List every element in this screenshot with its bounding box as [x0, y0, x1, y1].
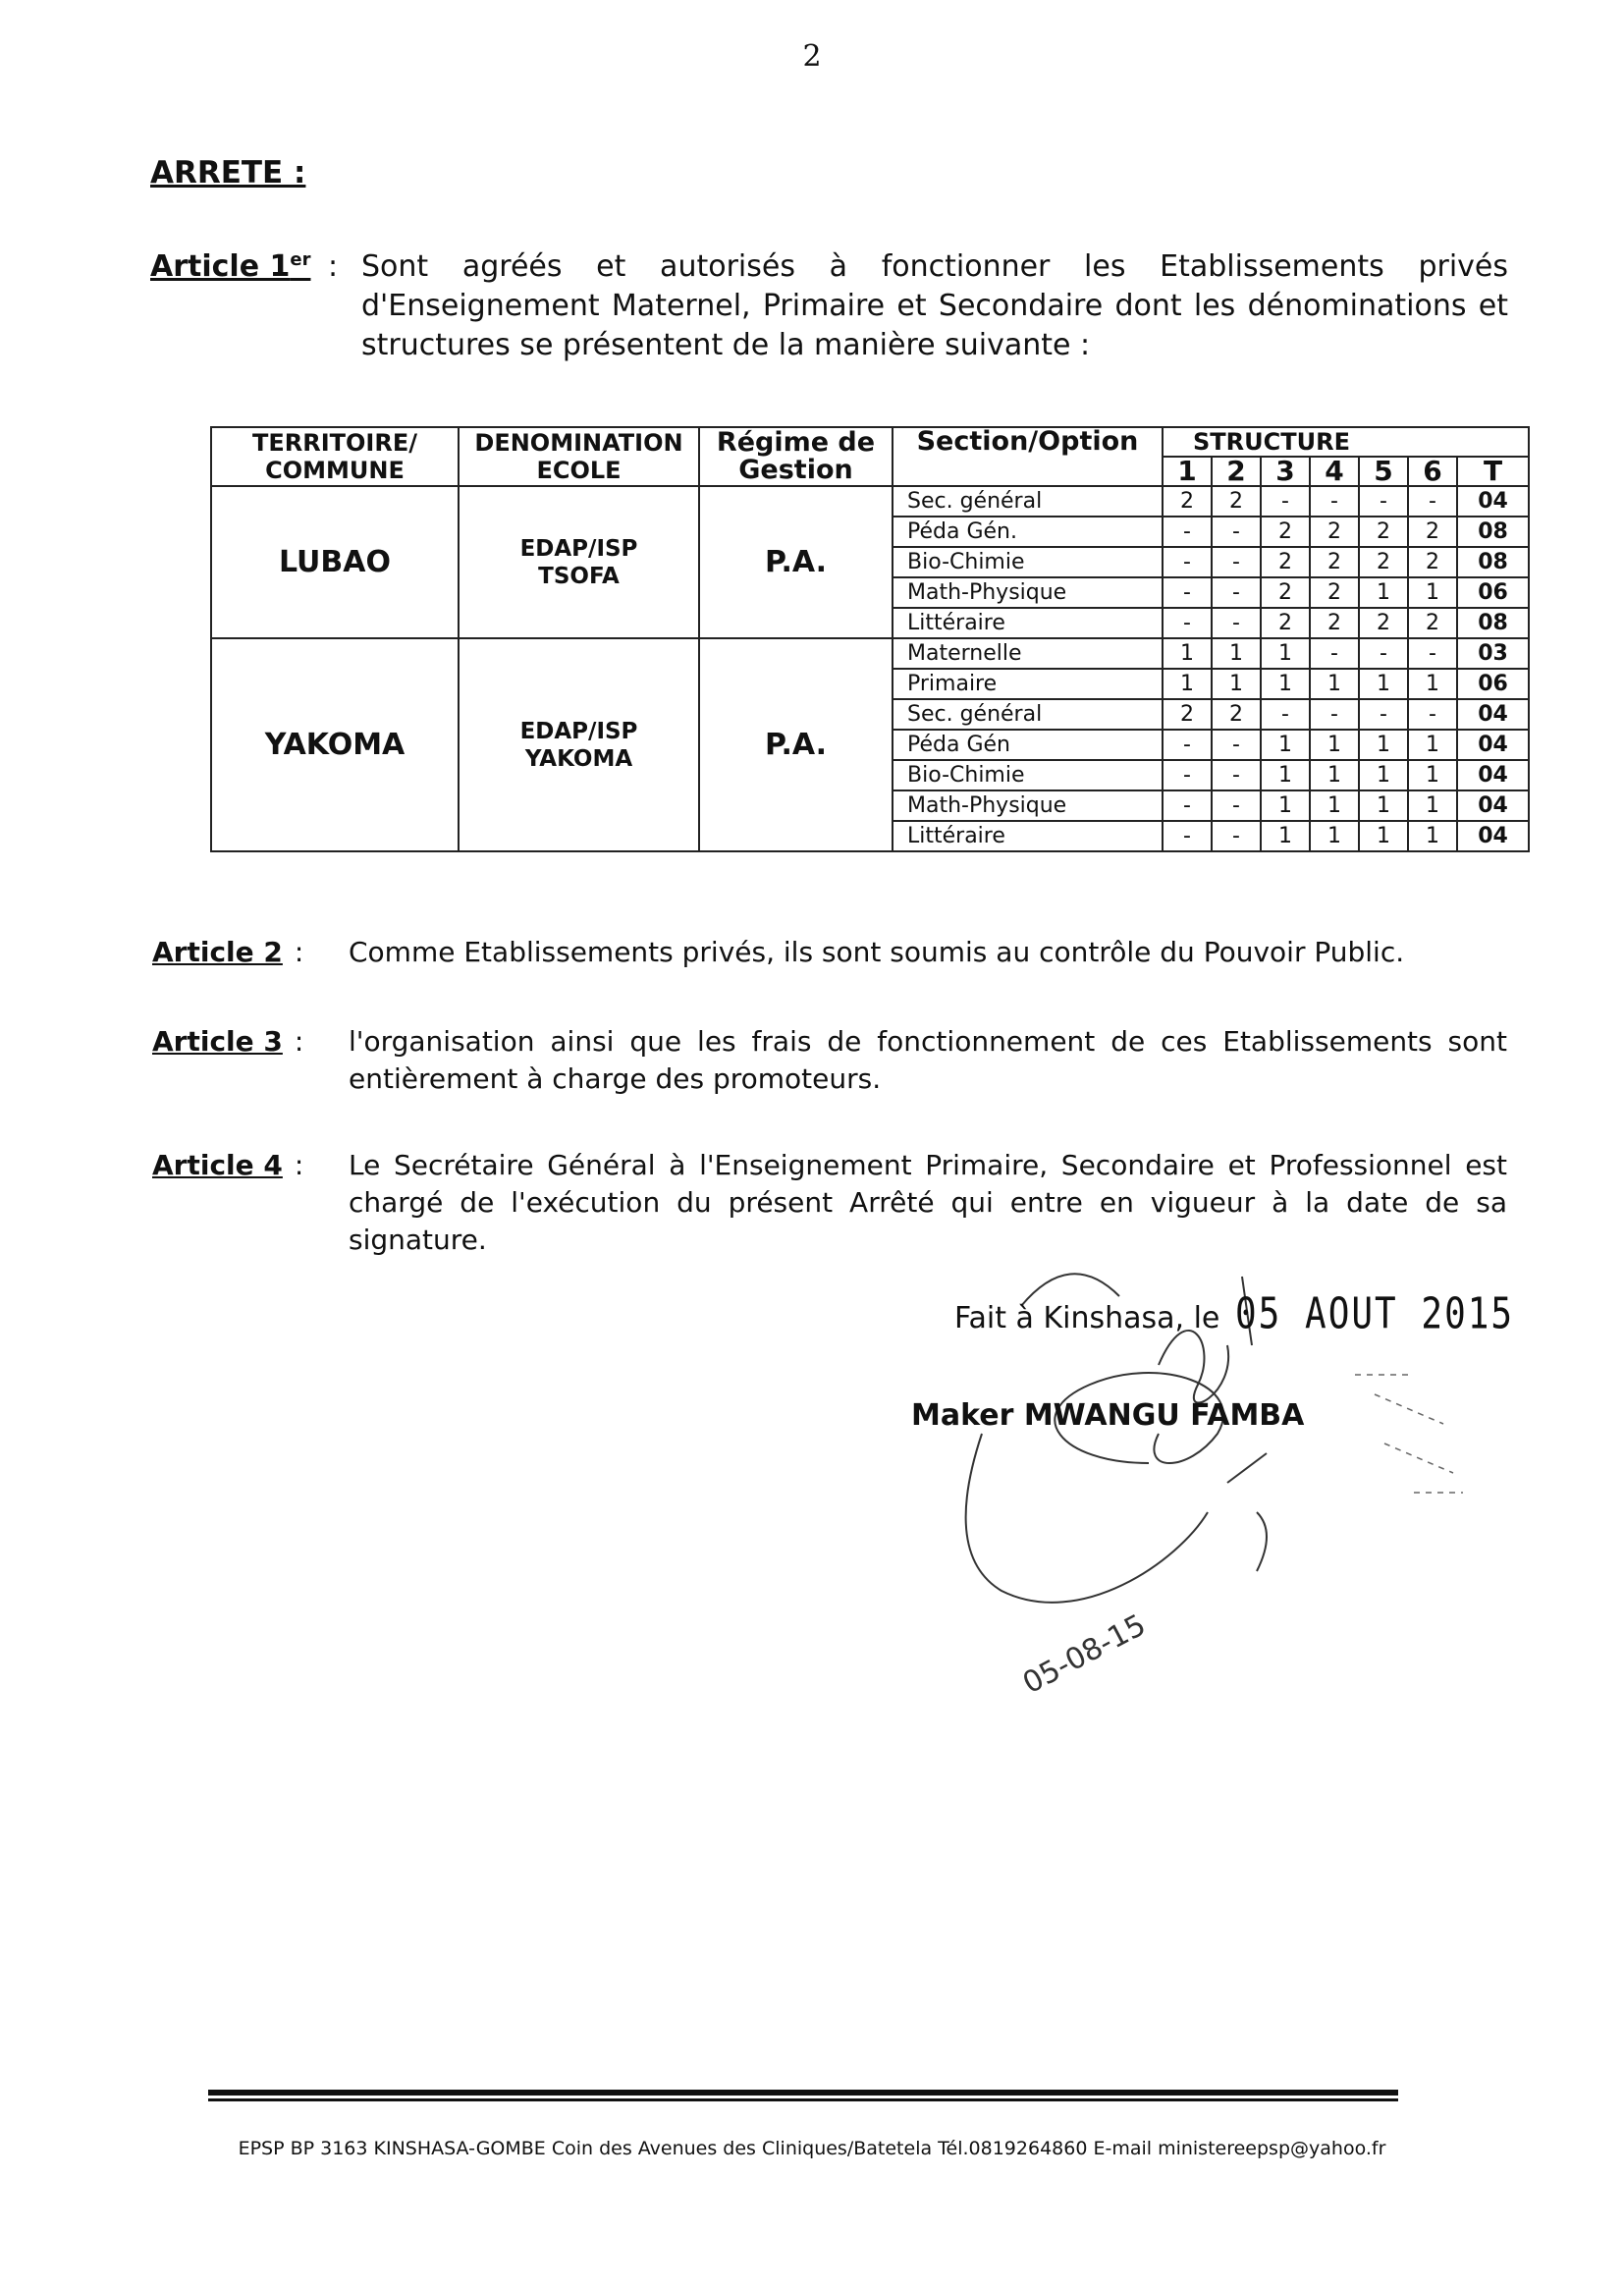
- cell-year-5: -: [1359, 699, 1408, 730]
- ecole-line-1: EDAP/ISP: [519, 535, 638, 562]
- ecole-line-2: YAKOMA: [524, 745, 633, 772]
- article-4-label-text: Article 4: [152, 1149, 283, 1181]
- table-header-row: [211, 427, 1529, 457]
- cell-year-6: 1: [1408, 790, 1457, 821]
- cell-year-2: -: [1212, 517, 1261, 547]
- cell-ecole: [459, 638, 699, 851]
- cell-total: 08: [1457, 547, 1529, 577]
- cell-section: Bio-Chimie: [893, 760, 1163, 790]
- cell-total: 04: [1457, 760, 1529, 790]
- cell-year-3: -: [1261, 486, 1310, 517]
- cell-year-2: 2: [1212, 486, 1261, 517]
- cell-year-1: -: [1163, 790, 1212, 821]
- cell-year-6: 1: [1408, 577, 1457, 608]
- cell-year-3: 1: [1261, 638, 1310, 669]
- header-col-5: 5: [1359, 457, 1408, 486]
- decree-heading: ARRETE :: [150, 155, 306, 191]
- cell-total: 04: [1457, 790, 1529, 821]
- cell-ecole: [459, 486, 699, 638]
- page-number: 2: [802, 39, 822, 74]
- table-row: [211, 638, 1529, 669]
- cell-year-4: 2: [1310, 577, 1359, 608]
- cell-year-6: -: [1408, 486, 1457, 517]
- cell-year-3: 2: [1261, 577, 1310, 608]
- cell-year-5: 1: [1359, 821, 1408, 851]
- cell-year-3: 1: [1261, 821, 1310, 851]
- cell-year-1: 1: [1163, 669, 1212, 699]
- cell-year-2: 1: [1212, 638, 1261, 669]
- cell-year-3: 1: [1261, 760, 1310, 790]
- table-row: [211, 486, 1529, 517]
- cell-year-1: -: [1163, 517, 1212, 547]
- cell-section: Littéraire: [893, 821, 1163, 851]
- cell-total: 06: [1457, 669, 1529, 699]
- ecole-line-1: EDAP/ISP: [519, 718, 638, 744]
- date-stamp: 05 AOUT 2015: [1235, 1289, 1515, 1339]
- structure-table: [210, 426, 1530, 852]
- cell-year-5: 1: [1359, 577, 1408, 608]
- cell-year-2: -: [1212, 760, 1261, 790]
- cell-year-5: 2: [1359, 547, 1408, 577]
- signer-name: Maker MWANGU FAMBA: [911, 1398, 1305, 1433]
- cell-total: 08: [1457, 608, 1529, 638]
- cell-year-4: 1: [1310, 730, 1359, 760]
- header-col-3: 3: [1261, 457, 1310, 486]
- cell-year-4: 2: [1310, 517, 1359, 547]
- cell-year-4: 1: [1310, 790, 1359, 821]
- cell-year-3: 2: [1261, 517, 1310, 547]
- cell-year-2: 1: [1212, 669, 1261, 699]
- cell-year-3: 1: [1261, 730, 1310, 760]
- cell-total: 04: [1457, 730, 1529, 760]
- article-2-label: [152, 936, 303, 968]
- cell-year-1: 2: [1163, 699, 1212, 730]
- cell-year-1: 1: [1163, 638, 1212, 669]
- cell-year-4: 2: [1310, 547, 1359, 577]
- cell-year-2: -: [1212, 577, 1261, 608]
- cell-regime: P.A.: [699, 638, 893, 851]
- cell-total: 04: [1457, 699, 1529, 730]
- cell-year-1: -: [1163, 577, 1212, 608]
- cell-year-6: 2: [1408, 608, 1457, 638]
- cell-year-4: -: [1310, 486, 1359, 517]
- handwritten-date: 05-08-15: [1017, 1607, 1152, 1702]
- header-structure: STRUCTURE: [1163, 427, 1529, 457]
- cell-year-4: -: [1310, 699, 1359, 730]
- cell-year-2: 2: [1212, 699, 1261, 730]
- article-1-colon: :: [328, 249, 339, 284]
- cell-year-4: 1: [1310, 669, 1359, 699]
- header-section: Section/Option: [893, 427, 1163, 486]
- article-3-text: l'organisation ainsi que les frais de fonctionnement de ces Etablissements sont entièrement à charge des promoteurs.: [349, 1025, 1507, 1095]
- cell-year-4: -: [1310, 638, 1359, 669]
- article-1-label: [150, 249, 310, 284]
- cell-year-3: 1: [1261, 669, 1310, 699]
- cell-year-3: 1: [1261, 790, 1310, 821]
- cell-section: Math-Physique: [893, 577, 1163, 608]
- cell-total: 04: [1457, 821, 1529, 851]
- cell-year-5: 2: [1359, 608, 1408, 638]
- cell-year-5: 1: [1359, 669, 1408, 699]
- article-2-text: Comme Etablissements privés, ils sont soumis au contrôle du Pouvoir Public.: [349, 936, 1405, 968]
- cell-year-6: 1: [1408, 730, 1457, 760]
- cell-year-3: -: [1261, 699, 1310, 730]
- cell-section: Math-Physique: [893, 790, 1163, 821]
- cell-total: 08: [1457, 517, 1529, 547]
- cell-year-5: 1: [1359, 760, 1408, 790]
- cell-year-6: 2: [1408, 547, 1457, 577]
- cell-year-3: 2: [1261, 608, 1310, 638]
- cell-year-5: 1: [1359, 730, 1408, 760]
- header-regime: Régime de Gestion: [699, 427, 893, 486]
- article-4-label: [152, 1149, 303, 1181]
- article-3-colon: :: [294, 1025, 304, 1058]
- cell-section: Péda Gén: [893, 730, 1163, 760]
- cell-section: Primaire: [893, 669, 1163, 699]
- cell-year-1: -: [1163, 608, 1212, 638]
- article-2-colon: :: [294, 936, 304, 968]
- header-col-2: 2: [1212, 457, 1261, 486]
- cell-total: 06: [1457, 577, 1529, 608]
- cell-year-1: -: [1163, 821, 1212, 851]
- cell-year-5: -: [1359, 486, 1408, 517]
- ecole-line-2: TSOFA: [538, 563, 620, 589]
- cell-year-2: -: [1212, 608, 1261, 638]
- cell-year-1: -: [1163, 760, 1212, 790]
- cell-year-5: -: [1359, 638, 1408, 669]
- cell-total: 03: [1457, 638, 1529, 669]
- article-3-label-text: Article 3: [152, 1025, 283, 1058]
- cell-year-6: -: [1408, 638, 1457, 669]
- cell-year-1: -: [1163, 547, 1212, 577]
- header-col-1: 1: [1163, 457, 1212, 486]
- cell-year-6: -: [1408, 699, 1457, 730]
- article-1-text: Sont agréés et autorisés à fonctionner les Etablissements privés d'Enseignement Maternel, Primaire et Secondaire dont les dénominations et structures se présentent de la manière suivante :: [361, 249, 1508, 362]
- cell-year-2: -: [1212, 821, 1261, 851]
- header-denomination: DENOMINATION ECOLE: [459, 427, 699, 486]
- cell-territoire: YAKOMA: [211, 638, 459, 851]
- cell-year-3: 2: [1261, 547, 1310, 577]
- cell-year-4: 2: [1310, 608, 1359, 638]
- header-territoire: TERRITOIRE/ COMMUNE: [211, 427, 459, 486]
- cell-year-4: 1: [1310, 760, 1359, 790]
- article-3-label: [152, 1025, 303, 1058]
- article-1-label-text: Article 1: [150, 249, 291, 284]
- cell-year-5: 1: [1359, 790, 1408, 821]
- cell-territoire: LUBAO: [211, 486, 459, 638]
- cell-year-6: 1: [1408, 760, 1457, 790]
- cell-section: Péda Gén.: [893, 517, 1163, 547]
- cell-year-6: 1: [1408, 821, 1457, 851]
- cell-year-1: -: [1163, 730, 1212, 760]
- cell-year-2: -: [1212, 547, 1261, 577]
- cell-section: Maternelle: [893, 638, 1163, 669]
- header-col-6: 6: [1408, 457, 1457, 486]
- cell-year-6: 2: [1408, 517, 1457, 547]
- article-1-label-sup: er: [290, 249, 311, 270]
- cell-year-4: 1: [1310, 821, 1359, 851]
- cell-section: Littéraire: [893, 608, 1163, 638]
- article-4-colon: :: [294, 1149, 304, 1181]
- cell-year-1: 2: [1163, 486, 1212, 517]
- cell-year-5: 2: [1359, 517, 1408, 547]
- signature-place: Fait à Kinshasa, le: [954, 1301, 1220, 1335]
- cell-year-6: 1: [1408, 669, 1457, 699]
- header-col-t: T: [1457, 457, 1529, 486]
- cell-year-2: -: [1212, 730, 1261, 760]
- article-2-label-text: Article 2: [152, 936, 283, 968]
- cell-total: 04: [1457, 486, 1529, 517]
- article-4-text: Le Secrétaire Général à l'Enseignement Primaire, Secondaire et Professionnel est chargé de l'exécution du présent Arrêté qui entre en vigueur à la date de sa signature.: [349, 1149, 1507, 1256]
- cell-year-2: -: [1212, 790, 1261, 821]
- header-col-4: 4: [1310, 457, 1359, 486]
- cell-section: Sec. général: [893, 486, 1163, 517]
- footer-address: EPSP BP 3163 KINSHASA-GOMBE Coin des Avenues des Cliniques/Batetela Tél.0819264860 E-mail ministereepsp@yahoo.fr: [238, 2138, 1386, 2159]
- cell-section: Bio-Chimie: [893, 547, 1163, 577]
- cell-regime: P.A.: [699, 486, 893, 638]
- cell-section: Sec. général: [893, 699, 1163, 730]
- footer-rule: [208, 2090, 1398, 2103]
